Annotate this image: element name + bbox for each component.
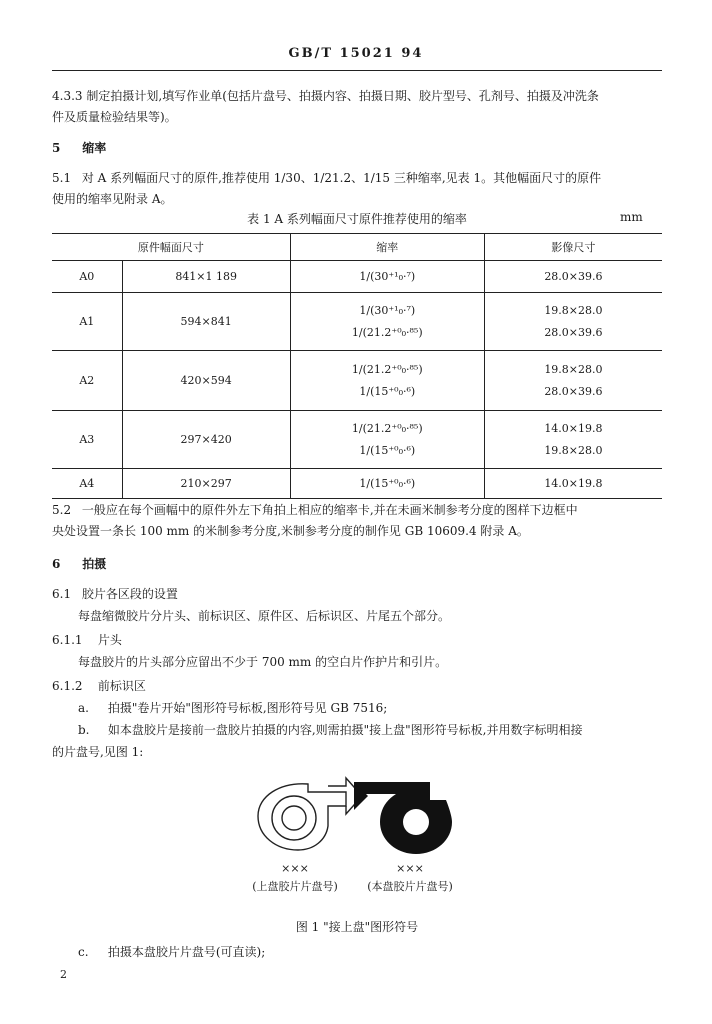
image-cell: 19.8×28.0 28.0×39.6 — [484, 293, 662, 351]
table-header-cell: 缩率 — [290, 234, 484, 261]
section-title: 缩率 — [82, 141, 107, 155]
clause-6-1 — [52, 584, 662, 605]
clause-text-cont: 件及质量检验结果等)。 — [52, 110, 177, 124]
list-marker: a. — [78, 701, 89, 715]
dims-cell: 210×297 — [122, 469, 290, 499]
size-cell: A3 — [52, 411, 122, 469]
clause-number: 6.1.1 — [52, 633, 83, 647]
section-title: 拍摄 — [82, 557, 107, 571]
size-cell: A0 — [79, 270, 95, 283]
size-cell: A1 — [52, 293, 122, 351]
list-item-a — [78, 698, 662, 719]
clause-4-3-3 — [52, 86, 662, 128]
header-rule — [52, 70, 662, 71]
clause-text-cont: 央处设置一条长 100 mm 的米制参考分度,米制参考分度的制作见 GB 10609.4 附录 A。 — [52, 524, 529, 538]
list-text: 如本盘胶片是接前一盘胶片拍摄的内容,则需拍摄"接上盘"图形符号标板,并用数字标明相接 — [107, 723, 583, 737]
list-text: 拍摄本盘胶片片盘号(可直读); — [107, 945, 266, 959]
dims-cell: 594×841 — [122, 293, 290, 351]
section-number: 6 — [52, 557, 61, 571]
ratio-cell: 1/(21.2⁺⁰₀·⁸⁵) 1/(15⁺⁰₀·⁶) — [290, 351, 484, 411]
table-header-cell: 影像尺寸 — [484, 234, 662, 261]
figure-right-label: (本盘胶片片盘号) — [367, 880, 453, 893]
figure-1-graphic — [250, 770, 460, 860]
image-cell: 14.0×19.8 — [484, 469, 662, 499]
list-text: 拍摄"卷片开始"图形符号标板,图形符号见 GB 7516; — [107, 701, 388, 715]
list-item-b-cont: 的片盘号,见图 1: — [52, 745, 144, 759]
table-row — [52, 411, 662, 469]
section-6-heading — [52, 554, 662, 575]
clause-number: 5.2 — [52, 503, 72, 517]
list-marker: c. — [78, 945, 89, 959]
clause-6-1-body: 每盘缩微胶片分片头、前标识区、原件区、后标识区、片尾五个部分。 — [78, 609, 451, 623]
list-item-b — [78, 720, 662, 741]
list-marker: b. — [78, 723, 90, 737]
clause-number: 5.1 — [52, 171, 72, 185]
table-header-row — [52, 234, 662, 261]
table-row — [52, 351, 662, 411]
clause-title: 胶片各区段的设置 — [81, 587, 178, 601]
ratio-cell: 1/(15⁺⁰₀·⁶) — [290, 469, 484, 499]
table-row — [52, 469, 662, 499]
clause-6-1-1 — [52, 630, 662, 651]
ratio-cell: 1/(21.2⁺⁰₀·⁸⁵) 1/(15⁺⁰₀·⁶) — [290, 411, 484, 469]
table-row — [52, 261, 662, 293]
size-cell: A2 — [52, 351, 122, 411]
standard-header: GB/T 15021 94 — [288, 46, 424, 61]
clause-5-2 — [52, 500, 662, 542]
table-row — [52, 293, 662, 351]
clause-text: 制定拍摄计划,填写作业单(包括片盘号、拍摄内容、拍摄日期、胶片型号、孔剂号、拍摄及冲洗条 — [86, 89, 599, 103]
figure-right-mark: ××× — [396, 862, 424, 875]
figure-left-label: (上盘胶片片盘号) — [252, 880, 338, 893]
clause-text-cont: 使用的缩率见附录 A。 — [52, 192, 173, 206]
image-cell: 28.0×39.6 — [484, 261, 662, 293]
clause-5-1 — [52, 168, 662, 210]
ratio-cell: 1/(30⁺¹₀·⁷) 1/(21.2⁺⁰₀·⁸⁵) — [290, 293, 484, 351]
figure-left-mark: ××× — [281, 862, 309, 875]
image-cell: 14.0×19.8 19.8×28.0 — [484, 411, 662, 469]
clause-6-1-2 — [52, 676, 662, 697]
clause-number: 6.1.2 — [52, 679, 83, 693]
dims-cell: 297×420 — [122, 411, 290, 469]
clause-title: 前标识区 — [97, 679, 146, 693]
clause-6-1-1-body: 每盘胶片的片头部分应留出不少于 700 mm 的空白片作护片和引片。 — [78, 655, 448, 669]
clause-text: 一般应在每个画幅中的原件外左下角拍上相应的缩率卡,并在未画米制参考分度的图样下边框中 — [81, 503, 578, 517]
clause-text: 对 A 系列幅面尺寸的原件,推荐使用 1/30、1/21.2、1/15 三种缩率,见表 1。其他幅面尺寸的原件 — [81, 171, 602, 185]
size-cell: A4 — [52, 469, 122, 499]
page-number: 2 — [60, 968, 67, 981]
current-reel-icon — [354, 782, 452, 854]
dims-cell: 420×594 — [122, 351, 290, 411]
previous-reel-icon — [258, 778, 362, 850]
clause-number: 6.1 — [52, 587, 72, 601]
table-1 — [52, 233, 662, 499]
section-5-heading — [52, 138, 662, 159]
table-1-unit: mm — [620, 210, 643, 224]
ratio-cell: 1/(30⁺¹₀·⁷) — [290, 261, 484, 293]
dims-cell: 841×1 189 — [122, 261, 290, 293]
clause-number: 4.3.3 — [52, 89, 83, 103]
table-1-caption: 表 1 A 系列幅面尺寸原件推荐使用的缩率 — [247, 212, 467, 226]
list-item-c — [78, 942, 662, 963]
image-cell: 19.8×28.0 28.0×39.6 — [484, 351, 662, 411]
figure-1-caption: 图 1 "接上盘"图形符号 — [295, 920, 419, 934]
clause-title: 片头 — [97, 633, 122, 647]
section-number: 5 — [52, 141, 61, 155]
table-header-cell: 原件幅面尺寸 — [52, 234, 290, 261]
